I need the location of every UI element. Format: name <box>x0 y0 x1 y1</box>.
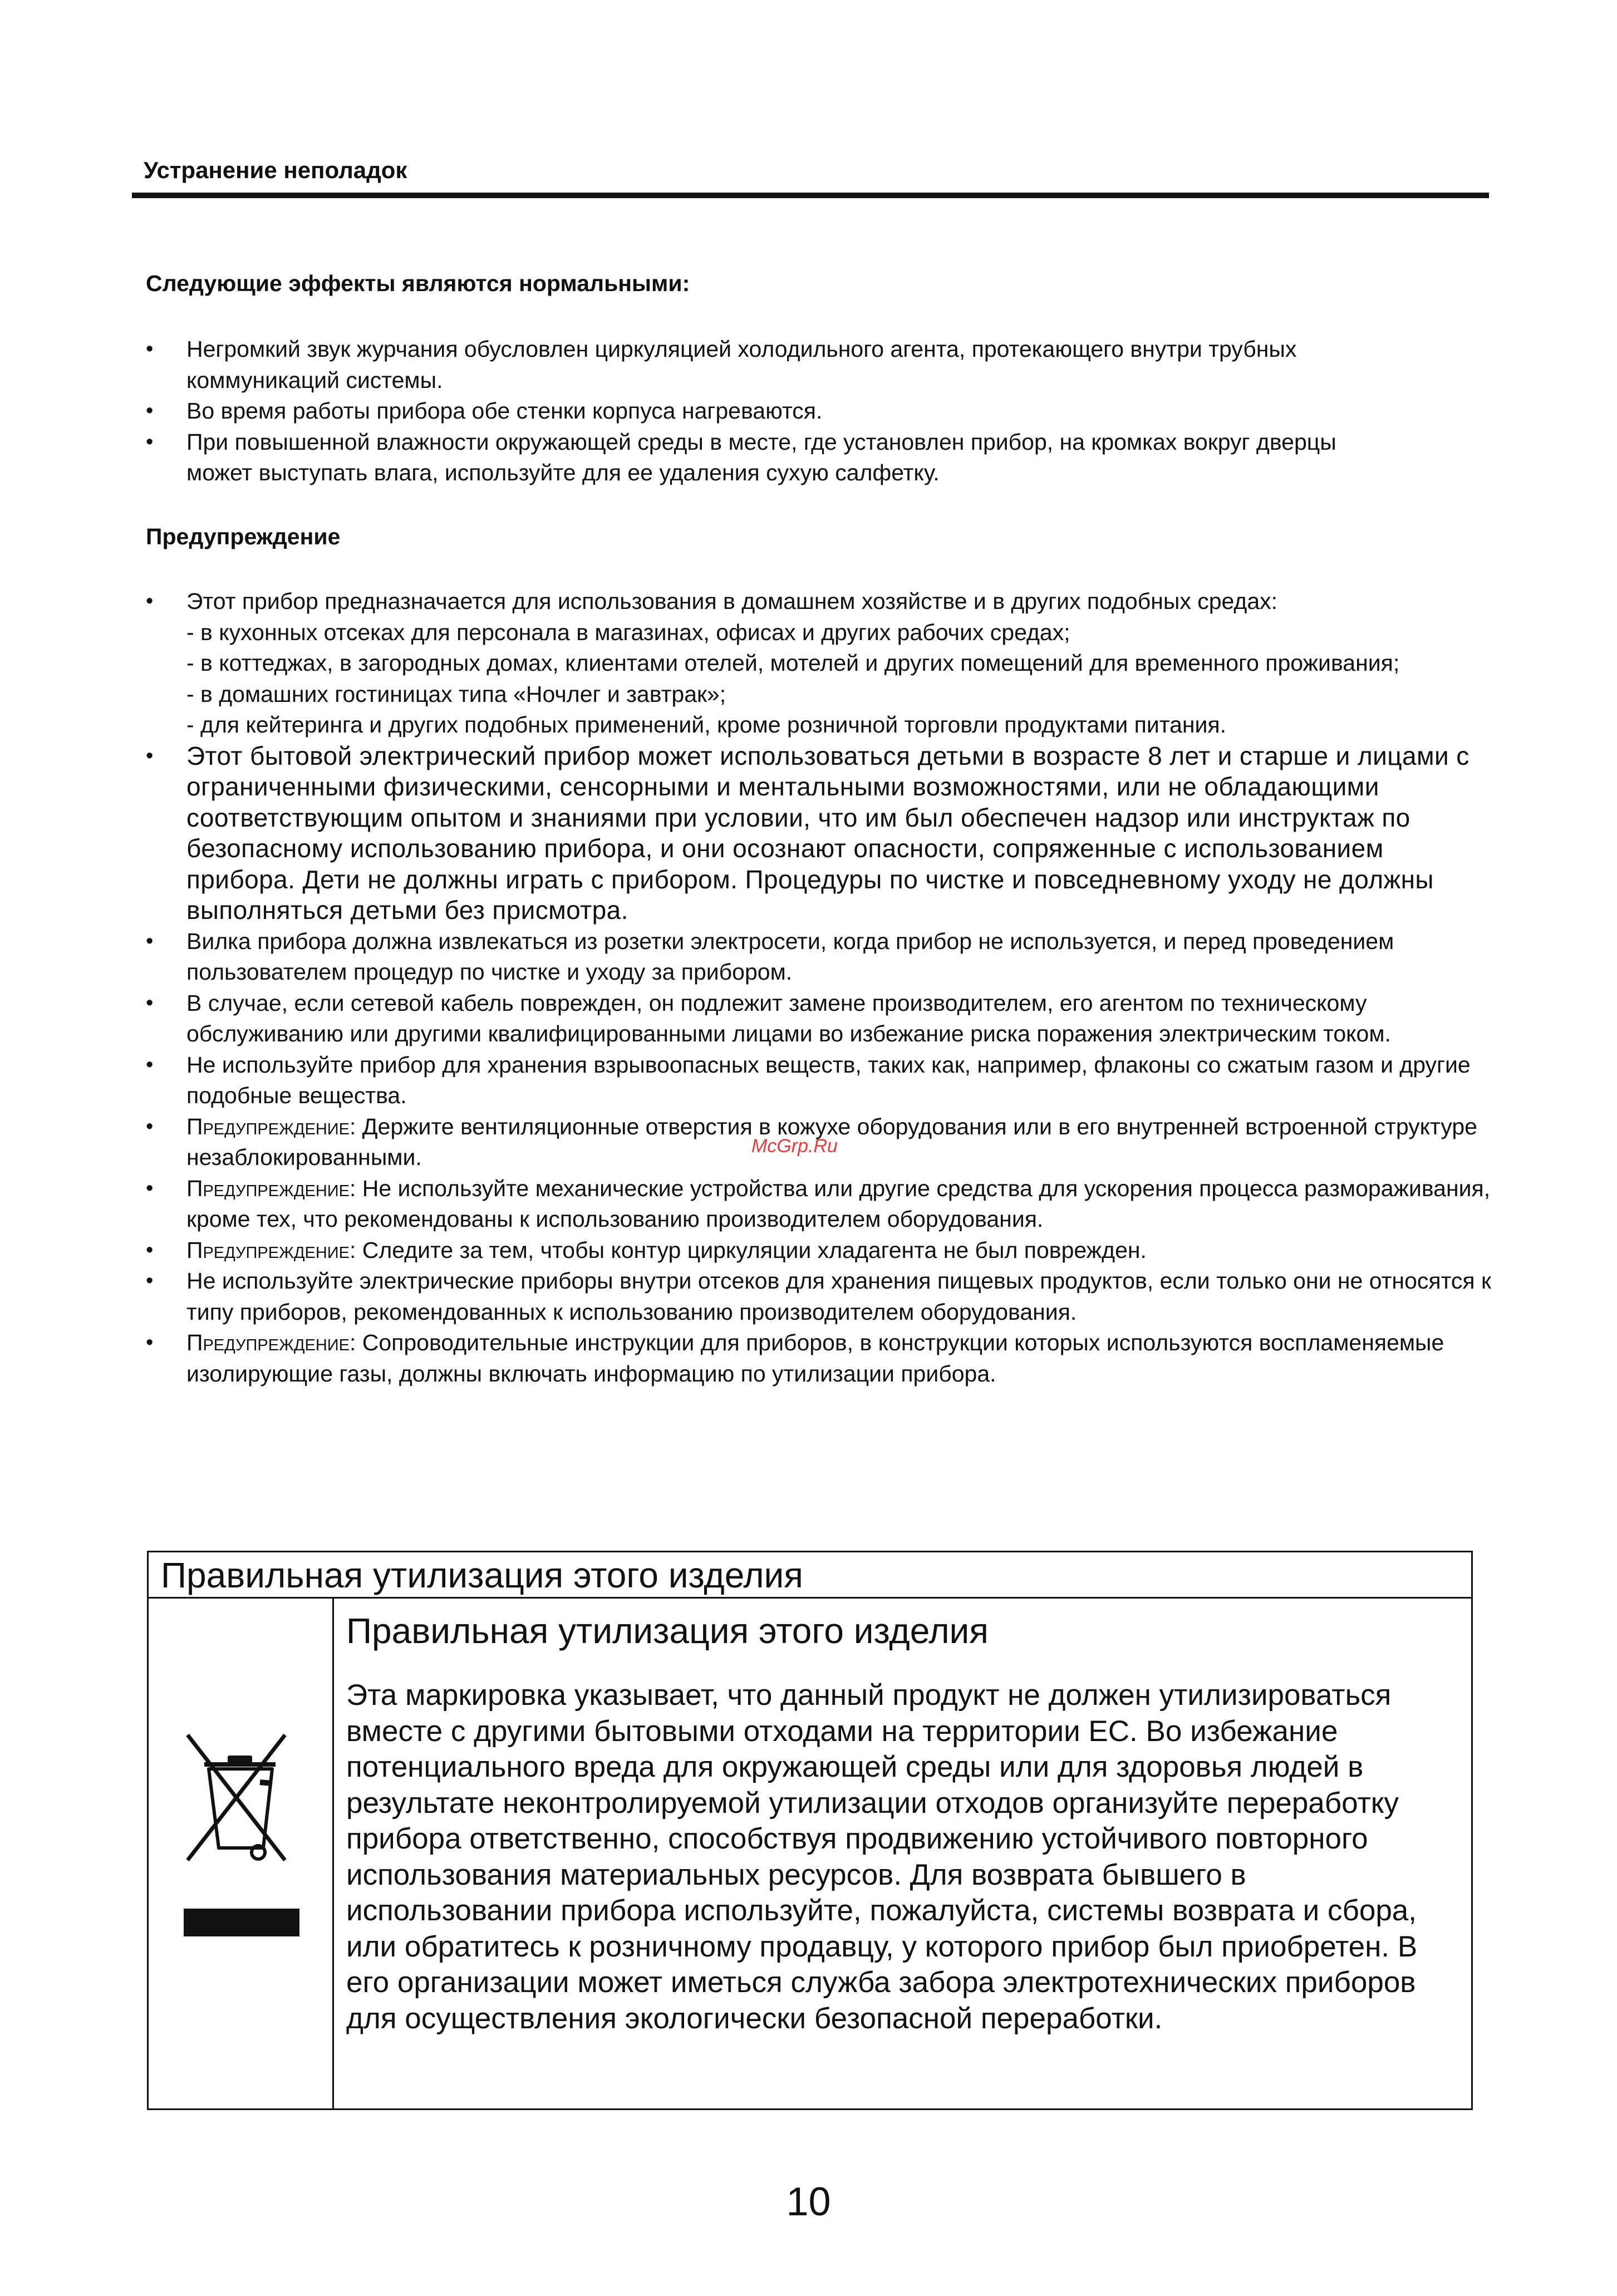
normal-effects-list <box>146 334 1404 489</box>
sub-item: - в коттеджах, в загородных домах, клиентами отелей, мотелей и других помещений для временного проживания; <box>186 650 1400 676</box>
bullet-icon: • <box>146 589 154 613</box>
warning-prefix: Предупреждение: <box>186 1175 356 1201</box>
bullet-icon: • <box>146 399 154 422</box>
warning-prefix: Предупреждение: <box>186 1237 356 1263</box>
list-item <box>146 334 1404 396</box>
warning-prefix: Предупреждение: <box>186 1330 356 1355</box>
list-item-text: Сопроводительные инструкции для приборов, в конструкции которых используются воспламеняемые изолирующие газы, должны включать информацию по утилизации прибора. <box>186 1330 1444 1387</box>
list-item-text: Держите вентиляционные отверстия в кожухе оборудования или в его внутренней встроенной структуре незаблокированными. <box>186 1113 1477 1170</box>
list-item <box>146 988 1493 1050</box>
list-item <box>146 741 1493 926</box>
list-item-text: В случае, если сетевой кабель поврежден, он подлежит замене производителем, его агентом по техническому обслуживанию или другими квалифицированными лицами во избежание риска поражения электрическим током. <box>186 990 1391 1046</box>
crossed-out-wheelie-bin-icon <box>149 1599 334 2110</box>
warning-prefix: Предупреждение: <box>186 1113 356 1139</box>
page-number: 10 <box>786 2180 831 2224</box>
bullet-icon: • <box>146 929 154 953</box>
list-item <box>146 1235 1493 1266</box>
list-item-text: Не используйте механические устройства или другие средства для ускорения процесса размораживания, кроме тех, что рекомендованы к использованию производителем оборудования. <box>186 1175 1491 1232</box>
list-item-text: Вилка прибора должна извлекаться из розетки электросети, когда прибор не используется, и перед проведением пользователем процедур по чистке и уходу за прибором. <box>186 928 1394 985</box>
bullet-icon: • <box>146 1114 154 1138</box>
bullet-icon: • <box>146 1331 154 1354</box>
list-item <box>146 1328 1493 1389</box>
list-item <box>146 586 1493 741</box>
sub-item: - в домашних гостиницах типа «Ночлег и завтрак»; <box>186 681 726 707</box>
bullet-icon: • <box>146 744 154 768</box>
sub-item: - в кухонных отсеках для персонала в магазинах, офисах и других рабочих средах; <box>186 619 1070 645</box>
disposal-box-title: Правильная утилизация этого изделия <box>149 1552 1471 1599</box>
bullet-icon: • <box>146 1238 154 1262</box>
list-item <box>146 427 1404 489</box>
bullet-icon: • <box>146 1269 154 1292</box>
bullet-icon: • <box>146 1053 154 1076</box>
list-item-text: Во время работы прибора обе стенки корпуса нагреваются. <box>186 398 823 424</box>
list-item-text: Не используйте прибор для хранения взрывоопасных веществ, таких как, например, флаконы со сжатым газом и другие подобные вещества. <box>186 1051 1471 1108</box>
list-item <box>146 396 1404 427</box>
list-item-text: Негромкий звук журчания обусловлен циркуляцией холодильного агента, протекающего внутри трубных коммуникаций системы. <box>186 336 1297 393</box>
disposal-box <box>147 1551 1473 2110</box>
warning-list <box>146 586 1493 1389</box>
normal-effects-title: Следующие эффекты являются нормальными: <box>146 271 690 296</box>
page-header-title: Устранение неполадок <box>144 157 407 183</box>
disposal-body: Эта маркировка указывает, что данный продукт не должен утилизироваться вместе с другими бытовыми отходами на территории ЕС. Во избежание потенциального вреда для окружающей среды или для здоровья людей в результате неконтролируемой утилизации отходов организуйте переработку прибора ответственно, способствуя продвижению устойчивого повторного использования материальных ресурсов. Для возврата бывшего в использовании прибора используйте, пожалуйста, системы возврата и сбора, или обратитесь к розничному продавцу, у которого прибор был приобретен. В его организации может иметься служба забора электротехнических приборов для осуществления экологически безопасной переработки. <box>346 1679 1418 2035</box>
list-item <box>146 1173 1493 1235</box>
disposal-text-cell <box>346 1599 1459 2037</box>
list-item <box>146 1266 1493 1328</box>
bullet-icon: • <box>146 1176 154 1200</box>
disposal-title: Правильная утилизация этого изделия <box>346 1611 989 1651</box>
watermark: McGrp.Ru <box>751 1135 838 1157</box>
header-divider <box>132 193 1489 198</box>
disposal-icon-cell <box>149 1599 334 2110</box>
list-item-text: Не используйте электрические приборы внутри отсеков для хранения пищевых продуктов, если только они не относятся к типу приборов, рекомендованных к использованию производителем оборудования. <box>186 1268 1491 1325</box>
list-item-text: Этот бытовой электрический прибор может использоваться детьми в возрасте 8 лет и старше и лицами с ограниченными физическими, сенсорными и ментальными возможностями, или не обладающими соответствующим опытом и знаниями при условии, что им был обеспечен надзор или инструктаж по безопасному использованию прибора, и они осознают опасности, сопряженные с использованием прибора. Дети не должны играть с прибором. Процедуры по чистке и повседневному уходу не должны выполняться детьми без присмотра. <box>186 741 1469 925</box>
list-item-text: Этот прибор предназначается для использования в домашнем хозяйстве и в других подобных средах: <box>186 588 1278 614</box>
bullet-icon: • <box>146 430 154 454</box>
list-item <box>146 1050 1493 1112</box>
bullet-icon: • <box>146 337 154 361</box>
list-item-text: Следите за тем, чтобы контур циркуляции хладагента не был поврежден. <box>356 1237 1147 1263</box>
list-item <box>146 926 1493 988</box>
sub-item: - для кейтеринга и других подобных применений, кроме розничной торговли продуктами питания. <box>186 712 1227 738</box>
bullet-icon: • <box>146 991 154 1015</box>
warning-title: Предупреждение <box>146 524 341 549</box>
list-item-text: При повышенной влажности окружающей среды в месте, где установлен прибор, на кромках вокруг дверцы может выступать влага, используйте для ее удаления сухую салфетку. <box>186 429 1336 485</box>
